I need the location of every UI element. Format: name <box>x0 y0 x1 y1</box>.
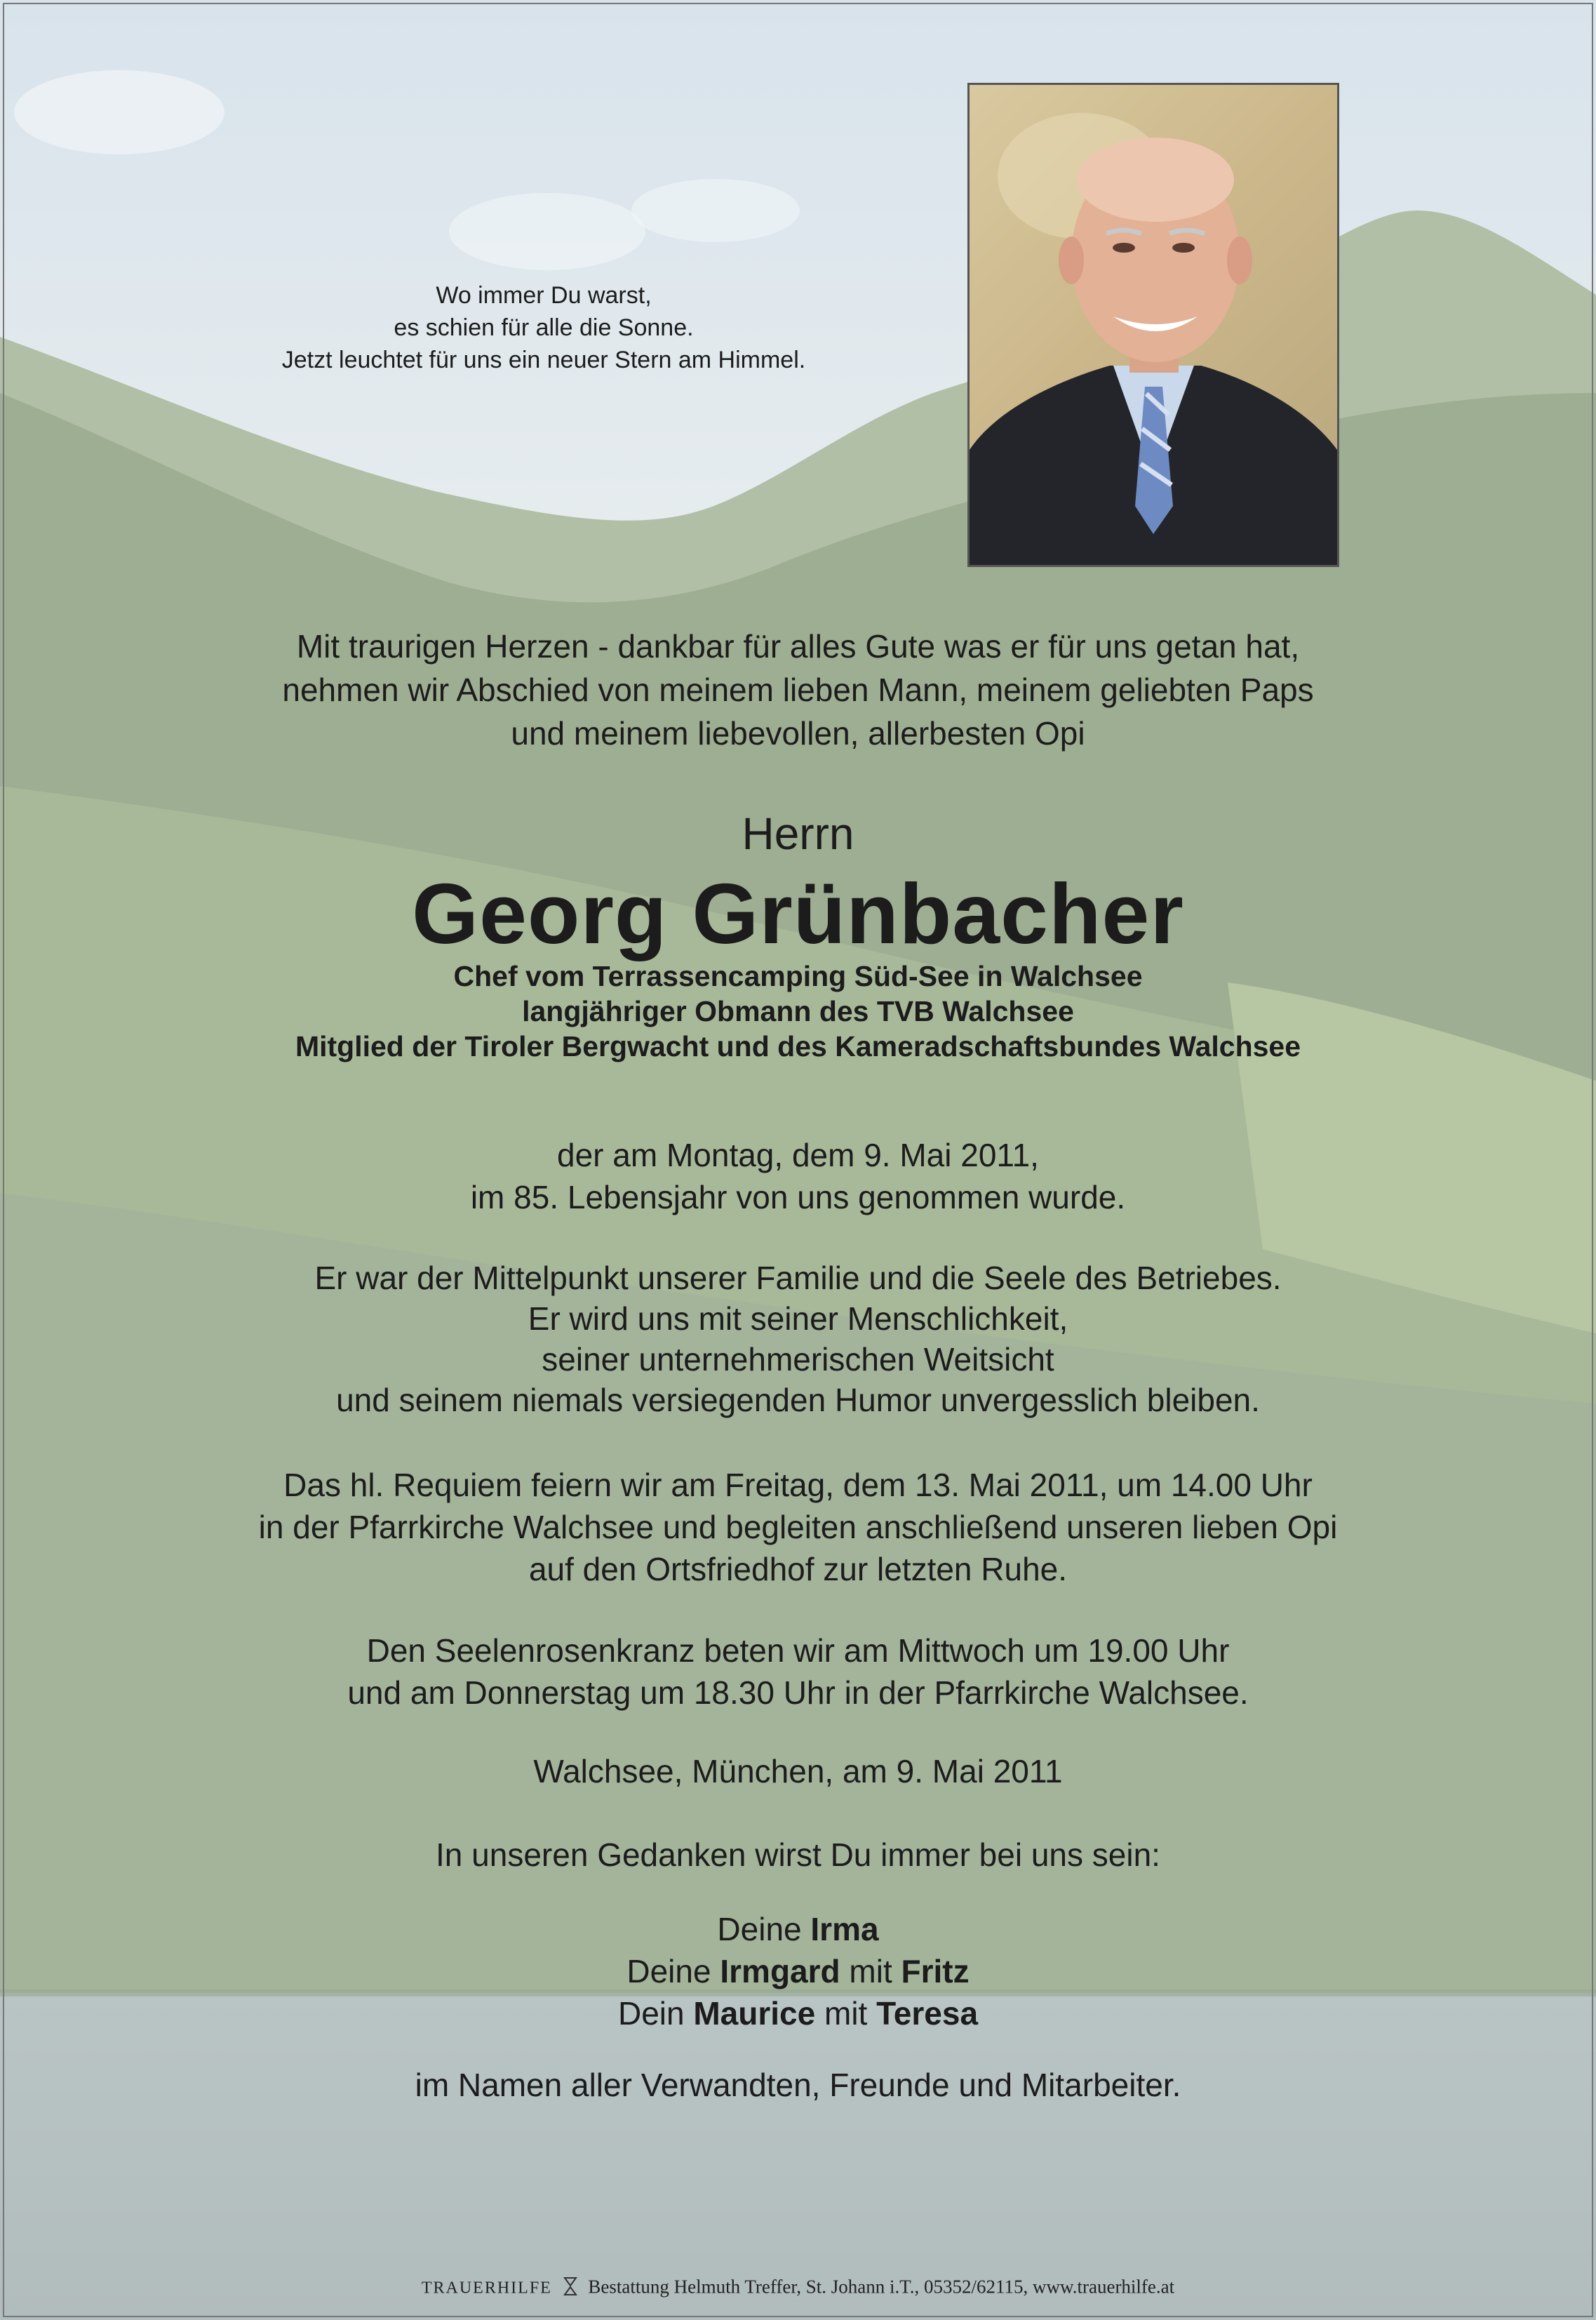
requiem-paragraph <box>0 1464 1596 1590</box>
death-notice-line: im 85. Lebensjahr von uns genommen wurde. <box>470 1179 1126 1215</box>
portrait-photo <box>967 83 1339 567</box>
salutation: Herrn <box>742 808 854 859</box>
mourner-name: Irmgard <box>720 1953 840 1989</box>
role-line: Chef vom Terrassencamping Süd-See in Walchsee <box>453 960 1143 992</box>
roles-list <box>0 959 1596 1064</box>
role-line: langjähriger Obmann des TVB Walchsee <box>522 995 1074 1027</box>
requiem-line: auf den Ortsfriedhof zur letzten Ruhe. <box>528 1551 1068 1587</box>
footer <box>0 2276 1596 2302</box>
footer-text: Bestattung Helmuth Treffer, St. Johann i.T., 05352/62115, www.trauerhilfe.at <box>588 2276 1175 2298</box>
death-notice <box>0 1134 1596 1218</box>
motto-line: Wo immer Du warst, <box>436 282 652 309</box>
role-line: Mitglied der Tiroler Bergwacht und des Kameradschaftsbundes Walchsee <box>295 1030 1301 1062</box>
deceased-name: Georg Grünbacher <box>412 866 1184 961</box>
trauerhilfe-logo-icon <box>563 2276 578 2302</box>
tribute-paragraph <box>0 1258 1596 1420</box>
closing-line: im Namen aller Verwandten, Freunde und Mitarbeiter. <box>415 2067 1181 2103</box>
motto-line: es schien für alle die Sonne. <box>394 314 694 341</box>
tribute-line: Er wird uns mit seiner Menschlichkeit, <box>528 1300 1068 1337</box>
mourner-connector: mit <box>824 1995 868 2032</box>
intro-line: Mit traurigen Herzen - dankbar für alles Gute was er für uns getan hat, <box>296 628 1300 665</box>
intro-line: und meinem liebevollen, allerbesten Opi <box>511 715 1085 752</box>
mourner-name: Maurice <box>693 1995 816 2032</box>
motto-line: Jetzt leuchtet für uns ein neuer Stern am Himmel. <box>281 347 806 373</box>
mourner-connector: mit <box>849 1953 892 1989</box>
mourner-prefix: Deine <box>717 1911 802 1947</box>
motto <box>140 279 947 376</box>
intro-line: nehmen wir Abschied von meinem lieben Mann, meinem geliebten Paps <box>282 672 1314 708</box>
mourner-prefix: Deine <box>626 1953 711 1989</box>
mourner-name: Irma <box>810 1911 879 1947</box>
requiem-line: Das hl. Requiem feiern wir am Freitag, dem 13. Mai 2011, um 14.00 Uhr <box>283 1467 1313 1503</box>
mourner-prefix: Dein <box>617 1995 685 2032</box>
footer-brand: TRAUERHILFE <box>421 2279 552 2298</box>
mourner-name: Fritz <box>901 1953 970 1989</box>
tribute-line: seiner unternehmerischen Weitsicht <box>542 1341 1054 1378</box>
rosary-line: und am Donnerstag um 18.30 Uhr in der Pfarrkirche Walchsee. <box>347 1674 1249 1711</box>
death-notice-line: der am Montag, dem 9. Mai 2011, <box>557 1137 1039 1173</box>
tribute-line: und seinem niemals versiegenden Humor unvergesslich bleiben. <box>336 1382 1260 1418</box>
place-date: Walchsee, München, am 9. Mai 2011 <box>533 1753 1063 1789</box>
thoughts-line: In unseren Gedanken wirst Du immer bei uns sein: <box>436 1836 1160 1873</box>
mourner-line <box>0 1950 1596 1992</box>
mourner-name: Teresa <box>876 1995 979 2032</box>
mourner-line <box>0 1992 1596 2034</box>
tribute-line: Er war der Mittelpunkt unserer Familie und die Seele des Betriebes. <box>314 1260 1282 1296</box>
intro-paragraph <box>0 625 1596 755</box>
requiem-line: in der Pfarrkirche Walchsee und begleiten anschließend unseren lieben Opi <box>258 1509 1338 1545</box>
rosary-line: Den Seelenrosenkranz beten wir am Mittwoch um 19.00 Uhr <box>366 1632 1230 1669</box>
mourners-list <box>0 1908 1596 2034</box>
rosary-paragraph <box>0 1629 1596 1714</box>
mourner-line <box>0 1908 1596 1950</box>
